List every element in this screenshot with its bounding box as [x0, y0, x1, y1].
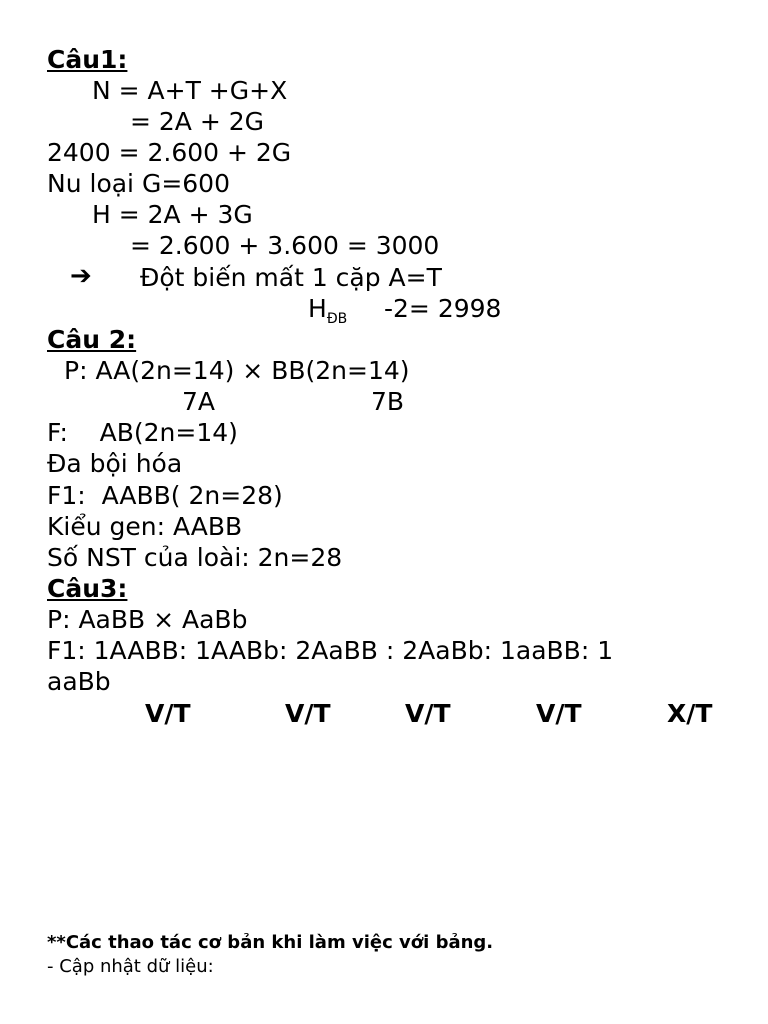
cau1-line-3: 2400 = 2.600 + 2G [47, 138, 292, 167]
cau3-cross: P: AaBB × AaBb [47, 605, 248, 634]
phenotype-5: X/T [667, 699, 713, 728]
phenotype-2: V/T [285, 699, 331, 728]
cau2-gamete-b: 7B [371, 387, 405, 416]
cau1-line-2: = 2A + 2G [130, 107, 265, 136]
phenotype-1: V/T [145, 699, 191, 728]
footer-item: - Cập nhật dữ liệu: [47, 956, 214, 977]
cau2-f1: F1: AABB( 2n=28) [47, 481, 283, 510]
cau1-line-4: Nu loại G=600 [47, 169, 230, 198]
cau1-h-value: -2= 2998 [384, 294, 502, 323]
cau2-chromosomes: Số NST của loài: 2n=28 [47, 543, 343, 572]
cau2-f: F: AB(2n=14) [47, 418, 238, 447]
cau3-f1-line-2: aaBb [47, 667, 111, 696]
cau2-polyploid: Đa bội hóa [47, 449, 183, 478]
cau1-line-1: N = A+T +G+X [92, 76, 288, 105]
cau1-line-6: = 2.600 + 3.600 = 3000 [130, 231, 440, 260]
cau2-gamete-a: 7A [182, 387, 216, 416]
footer-title: **Các thao tác cơ bản khi làm việc với bảng. [47, 932, 494, 953]
cau2-cross: P: AA(2n=14) × BB(2n=14) [64, 356, 410, 385]
right-arrow-icon: ➔ [70, 261, 92, 291]
phenotype-3: V/T [405, 699, 451, 728]
cau1-line-5: H = 2A + 3G [92, 200, 253, 229]
cau1-h-mutant [308, 293, 347, 335]
cau2-genotype: Kiểu gen: AABB [47, 512, 243, 541]
h-subscript: ĐB [326, 311, 348, 327]
cau1-mutation: Đột biến mất 1 cặp A=T [140, 263, 442, 292]
cau2-heading: Câu 2: [47, 325, 137, 354]
h-symbol: H [308, 294, 327, 323]
cau1-heading: Câu1: [47, 45, 128, 74]
phenotype-4: V/T [536, 699, 582, 728]
cau3-f1-line-1: F1: 1AABB: 1AABb: 2AaBB : 2AaBb: 1aaBB: 1 [47, 636, 614, 665]
cau3-heading: Câu3: [47, 574, 128, 603]
